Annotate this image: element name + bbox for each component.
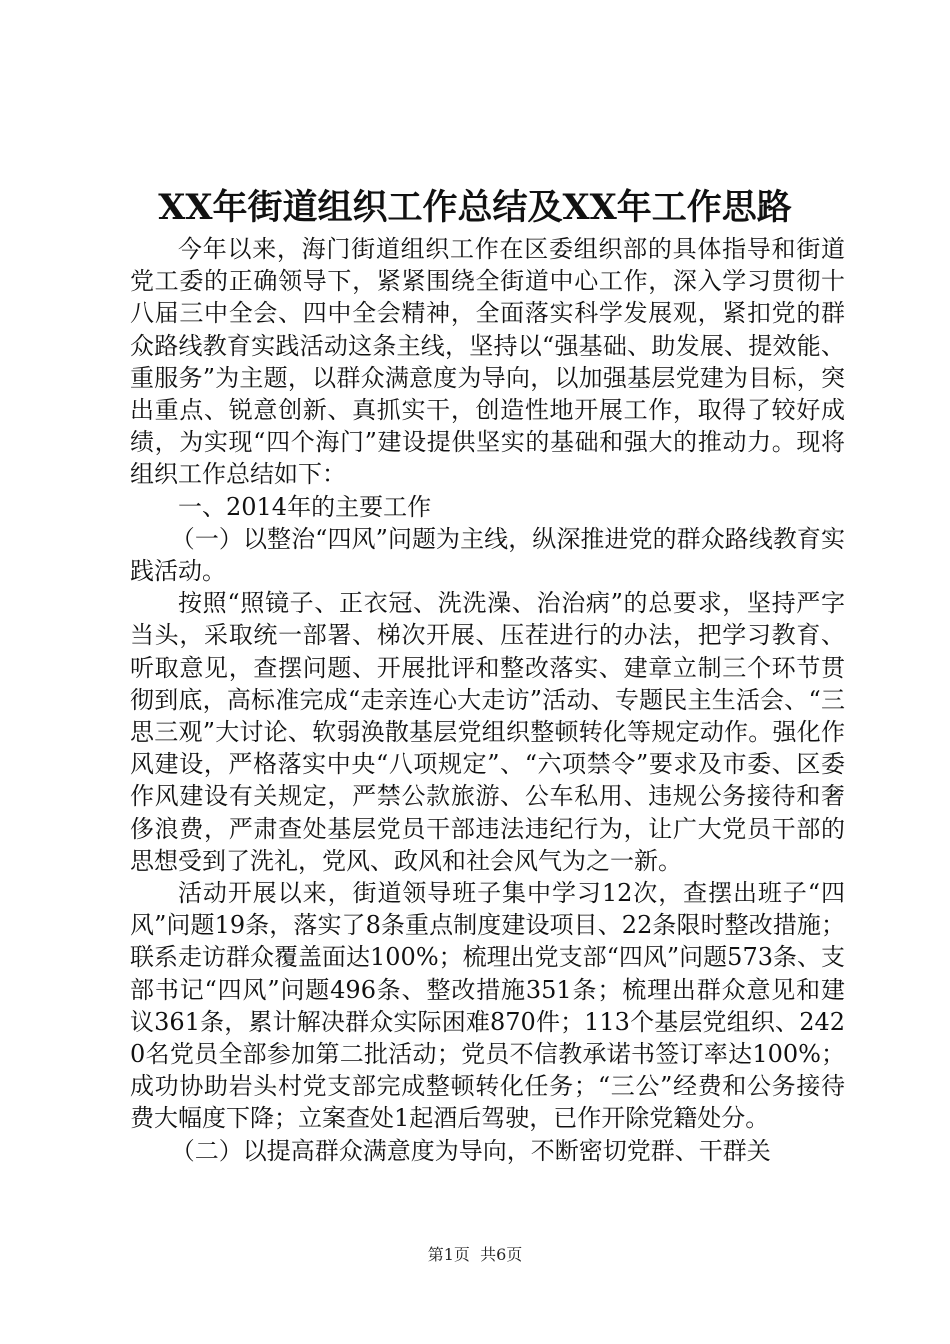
- subsection-heading-1: （一）以整治“四风”问题为主线，纵深推进党的群众路线教育实践活动。: [130, 524, 845, 586]
- paragraph-intro: 今年以来，海门街道组织工作在区委组织部的具体指导和街道党工委的正确领导下，紧紧围绕全街道中心工作，深入学习贯彻十八届三中全会、四中全会精神，全面落实科学发展观，紧扣党的群众路线教育实践活动这条主线，坚持以“强基础、助发展、提效能、重服务”为主题，以群众满意度为导向，以加强基层党建为目标，突出重点、锐意创新、真抓实干，创造性地开展工作，取得了较好成绩，为实现“四个海门”建设提供坚实的基础和强大的推动力。现将组织工作总结如下：: [130, 235, 845, 489]
- subsection-heading-2: （二）以提高群众满意度为导向，不断密切党群、干群关: [170, 1136, 771, 1165]
- paragraph-results: 活动开展以来，街道领导班子集中学习12次，查摆出班子“四风”问题19条，落实了8条重点制度建设项目、22条限时整改措施；联系走访群众覆盖面达100%；梳理出党支部“四风”问题573条、支部书记“四风”问题496条、整改措施351条；梳理出群众意见和建议361条，累计解决群众实际困难870件；113个基层党组织、2420名党员全部参加第二批活动；党员不信教承诺书签订率达100%；成功协助岩头村党支部完成整顿转化任务；“三公”经费和公务接待费大幅度下降；立案查处1起酒后驾驶，已作开除党籍处分。: [130, 879, 845, 1133]
- paragraph-practice: 按照“照镜子、正衣冠、洗洗澡、治治病”的总要求，坚持严字当头，采取统一部署、梯次开展、压茬进行的办法，把学习教育、听取意见，查摆问题、开展批评和整改落实、建章立制三个环节贯彻到底，高标准完成“走亲连心大走访”活动、专题民主生活会、“三思三观”大讨论、软弱涣散基层党组织整顿转化等规定动作。强化作风建设，严格落实中央“八项规定”、“六项禁令”要求及市委、区委作风建设有关规定，严禁公款旅游、公车私用、违规公务接待和奢侈浪费，严肃查处基层党员干部违法违纪行为，让广大党员干部的思想受到了洗礼，党风、政风和社会风气为之一新。: [130, 589, 845, 875]
- document-body: [130, 233, 845, 1167]
- document-title: XX年街道组织工作总结及XX年工作思路: [158, 187, 792, 228]
- page-footer: [0, 1244, 950, 1266]
- page-number: 第1页 共6页: [427, 1245, 523, 1264]
- section-heading-main-work: 一、2014年的主要工作: [178, 492, 432, 521]
